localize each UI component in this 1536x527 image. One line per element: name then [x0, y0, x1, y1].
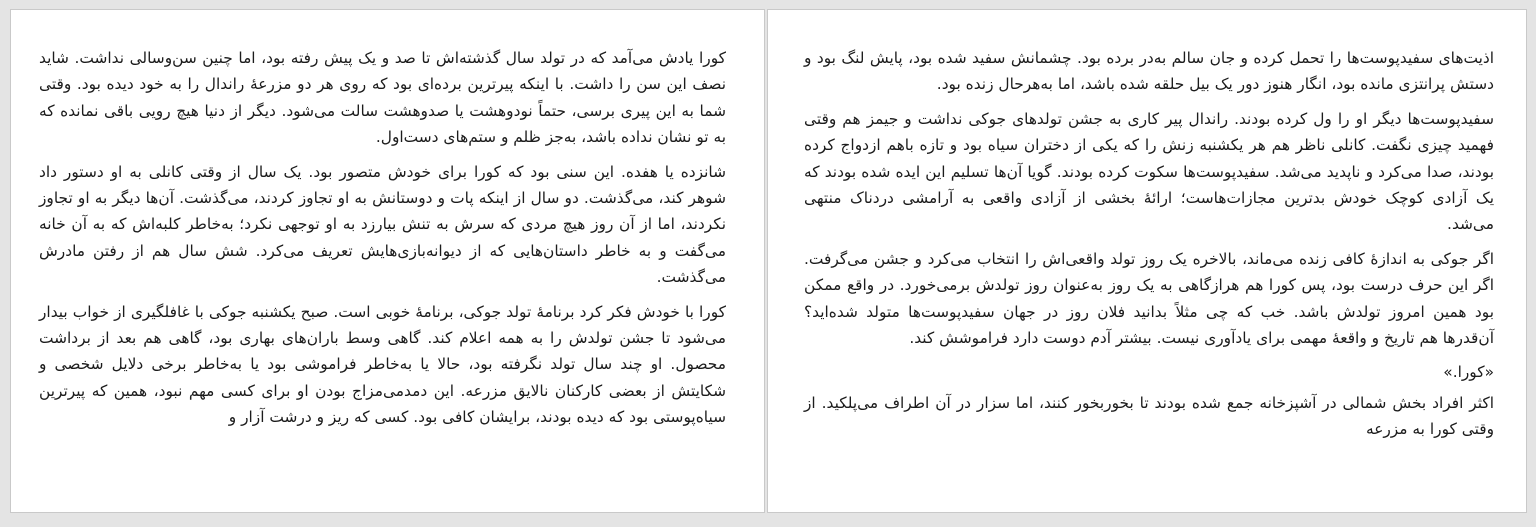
left-page [10, 9, 765, 513]
right-paragraph-5: اکثر افراد بخش شمالی در آشپزخانه جمع شده بودند تا بخوربخور کنند، اما سزار در آن اطراف می‌پلکید. از وقتی کورا به مزرعه [804, 393, 1494, 439]
right-paragraph-4: «کورا.» [1443, 363, 1494, 382]
left-paragraph-3: کورا با خودش فکر کرد برنامهٔ تولد جوکی، برنامهٔ خوبی است. صبح یکشنبه جوکی با غافلگیری از خواب بیدار می‌شود تا جشن تولدش را به همه اعلام کند. گاهی وسط باران‌های بهاری بود، گاهی هم بعد از برداشت محصول. او چند سال تولد نگرفته بود، حالا یا به‌خاطر فراموشی بود یا به‌خاطر برخی دلایل شخصی و شکایتش از بعضی کارکنان نالایق مزرعه. این دمدمی‌مزاج بودن او برای کسی مهم نبود، همین که پیرترین سیاه‌پوستی بود که دیده بودند، برایشان کافی بود. کسی که ریز و درشت آزار و [39, 302, 726, 427]
right-paragraph-2: سفیدپوست‌ها دیگر او را ول کرده بودند. راندال پیر کاری به جشن تولدهای جوکی نداشت و جیمز هم وقتی فهمید چیزی نگفت. کانلی ناظر هم هر یکشنبه زنش را که یکی از دختران سیاه بود و تازه باهم ازدواج کرده بودند، صدا می‌کرد و ناپدید می‌شد. سفیدپوست‌ها سکوت کرده بودند. گویا آن‌ها تسلیم این ایده شده بودند که یک آزادی کوچک خودش بدترین مجازات‌هاست؛ ارائهٔ بخشی از آزادی واقعی به آرامشی دردناک منتهی می‌شد. [804, 109, 1494, 234]
left-paragraph-1: کورا یادش می‌آمد که در تولد سال گذشته‌اش تا صد و یک پیش رفته بود، اما چنین سن‌وسالی نداشت. شاید نصف این سن را داشت. با اینکه پیرترین برده‌ای بود که روی هر دو مزرعهٔ راندال را به خود دیده بود. وقتی شما به این پیری برسی، حتماً نودوهشت یا صدوهشت سالت می‌شود. دیگر از دنیا هیچ رویی باقی نمانده که به تو نشان نداده باشد، به‌جز ظلم و ستم‌های دست‌اول. [39, 49, 726, 147]
right-paragraph-1: اذیت‌های سفیدپوست‌ها را تحمل کرده و جان سالم به‌در برده بود. چشمانش سفید شده بود، پایش لنگ بود و دستش پرانتزی مانده بود، انگار هنوز دور یک بیل حلقه شده باشد، اما به‌هرحال زنده بود. [804, 49, 1494, 94]
left-paragraph-2: شانزده یا هفده. این سنی بود که کورا برای خودش متصور بود. یک سال از وقتی کانلی به او دستور داد شوهر کند، می‌گذشت. دو سال از اینکه پات و دوستانش به او تجاوز کردند، می‌گذشت. آن‌ها دیگر به او تجاوز نکردند، اما از آن روز هیچ مردی که سرش به تنش بیارزد به او توجهی نکرد؛ به‌خاطر کلبه‌اش که به آن خانه می‌گفت و به خاطر داستان‌هایی که از دیوانه‌بازی‌هایش تعریف می‌کرد. شش سال هم از رفتن مادرش می‌گذشت. [39, 162, 726, 287]
right-page [767, 9, 1527, 513]
right-paragraph-3: اگر جوکی به اندازهٔ کافی زنده می‌ماند، بالاخره یک روز تولد واقعی‌اش را انتخاب می‌کرد و جشن می‌گرفت. اگر این حرف درست بود، پس کورا هم هرازگاهی به یک روز به‌عنوان روز تولدش برمی‌خورد. در واقع ممکن بود همین امروز تولدش باشد. خب که چی مثلاً بدانید فلان روز در جهان سفیدپوست‌ها متولد شده‌اید؟ آن‌قدرها هم تاریخ و واقعهٔ مهمی برای یادآوری نیست. بیشتر آدم دوست دارد فراموشش کند. [804, 249, 1494, 348]
